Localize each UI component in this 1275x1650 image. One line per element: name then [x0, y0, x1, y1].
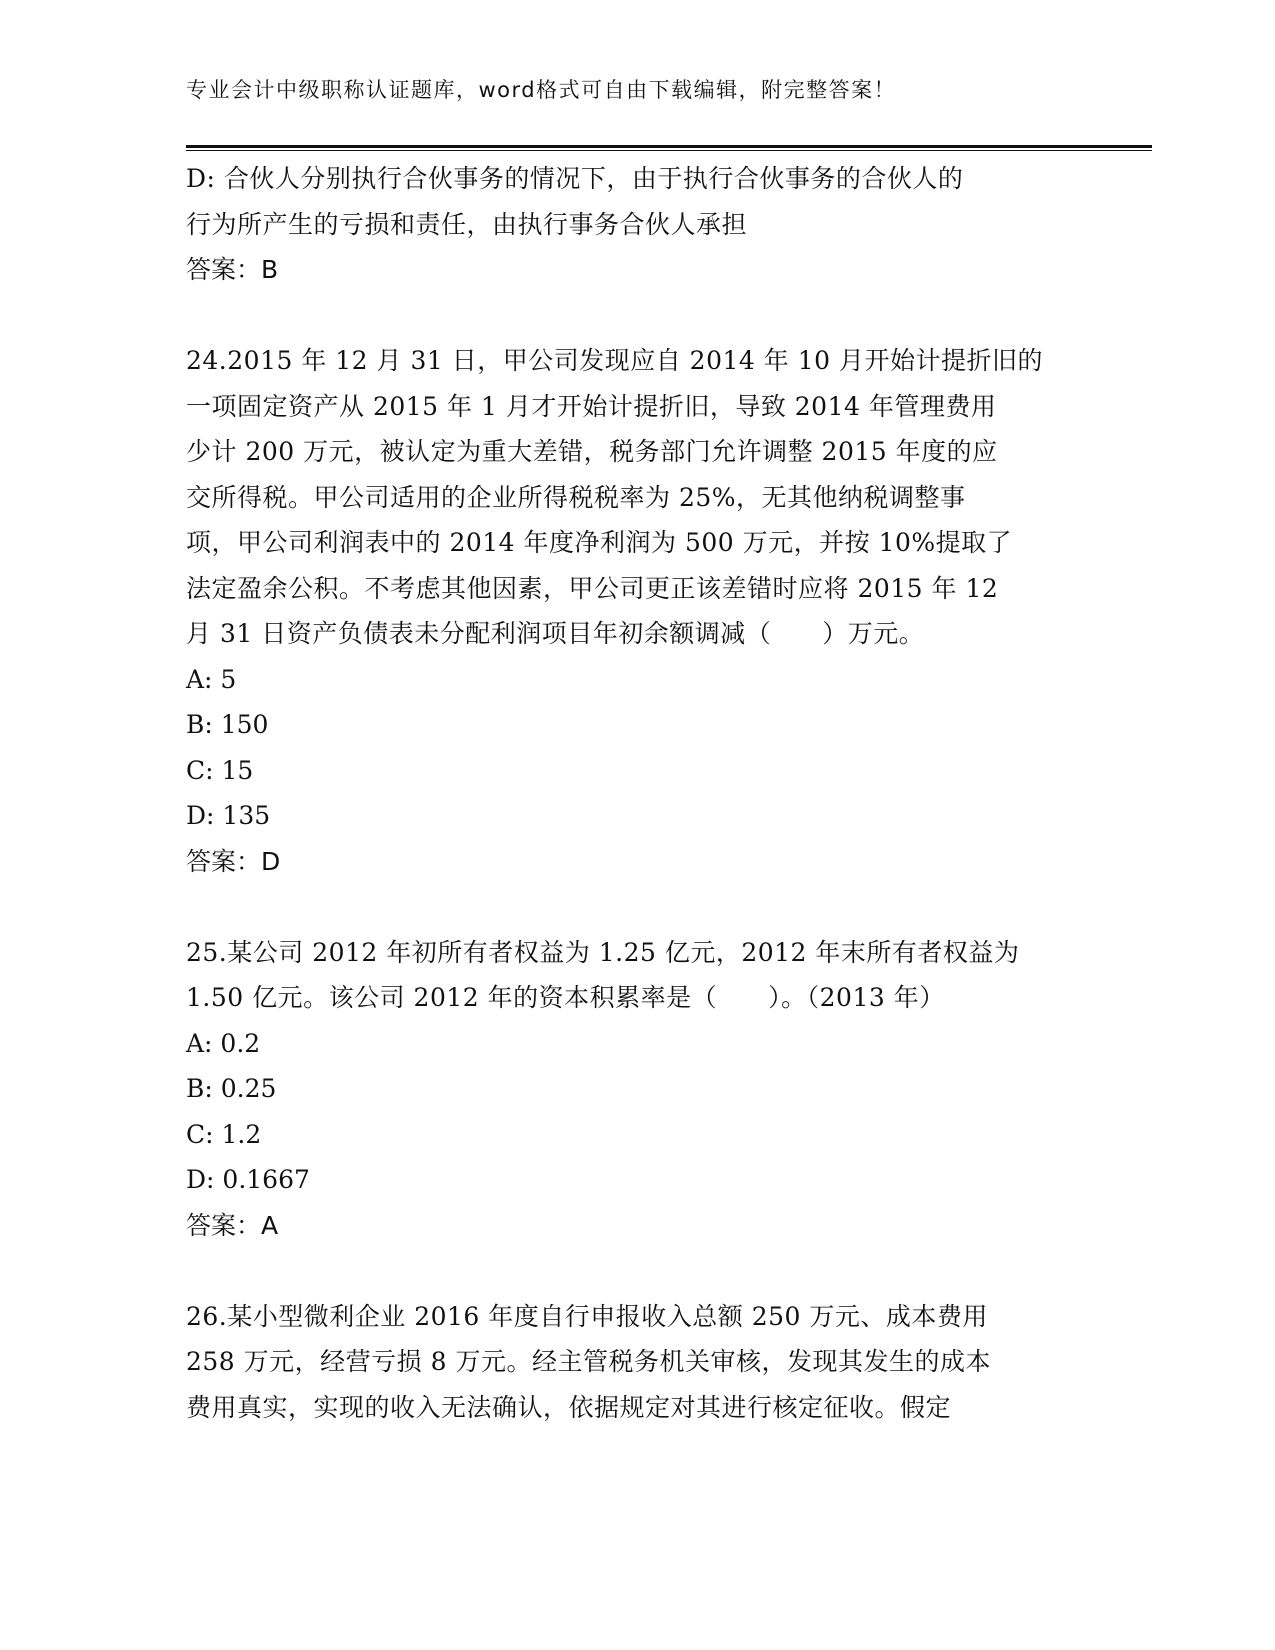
document-body [186, 156, 1086, 1430]
option-d: D: 0.1667 [186, 1165, 310, 1194]
text-line: 法定盈余公积。不考虑其他因素，甲公司更正该差错时应将 2015 年 12 [186, 573, 999, 603]
option-c: C: 1.2 [186, 1119, 262, 1149]
text-line: 1.50 亿元。该公司 2012 年的资本积累率是（ ）。（2013 年） [186, 983, 945, 1012]
answer-line: 答案：A [186, 1210, 279, 1240]
text-line: 项，甲公司利润表中的 2014 年度净利润为 500 万元，并按 10%提取了 [186, 528, 1013, 557]
text-line: 少计 200 万元，被认定为重大差错，税务部门允许调整 2015 年度的应 [186, 437, 998, 466]
text-line: 行为所产生的亏损和责任，由执行事务合伙人承担 [186, 209, 748, 239]
text-line: 交所得税。甲公司适用的企业所得税税率为 25%，无其他纳税调整事 [186, 482, 966, 512]
question-26-stem [186, 1294, 1086, 1431]
spacer [186, 1248, 1086, 1294]
question-24-stem [186, 338, 1086, 657]
text-line: 25.某公司 2012 年初所有者权益为 1.25 亿元，2012 年末所有者权益为 [186, 937, 1020, 967]
spacer [186, 293, 1086, 339]
text-line: 26.某小型微利企业 2016 年度自行申报收入总额 250 万元、成本费用 [186, 1301, 988, 1331]
text-line: 月 31 日资产负债表未分配利润项目年初余额调减（ ）万元。 [186, 619, 925, 648]
option-b: B: 150 [186, 710, 269, 739]
option-a: A: 0.2 [186, 1028, 261, 1058]
answer-line: 答案：D [186, 846, 281, 876]
option-d: D: 135 [186, 801, 271, 830]
prev-question-option-d [186, 156, 1086, 247]
option-b: B: 0.25 [186, 1074, 277, 1103]
text-line: 一项固定资产从 2015 年 1 月才开始计提折旧，导致 2014 年管理费用 [186, 391, 997, 421]
header-rule-thick [186, 145, 1152, 148]
text-line: 费用真实，实现的收入无法确认，依据规定对其进行核定征收。假定 [186, 1392, 952, 1422]
text-line: 258 万元，经营亏损 8 万元。经主管税务机关审核，发现其发生的成本 [186, 1347, 991, 1376]
option-c: C: 15 [186, 755, 254, 785]
text-line: 24.2015 年 12 月 31 日，甲公司发现应自 2014 年 10 月开始计提折旧的 [186, 346, 1043, 375]
question-25-stem [186, 930, 1086, 1021]
text-line: D: 合伙人分别执行合伙事务的情况下，由于执行合伙事务的合伙人的 [186, 164, 964, 193]
page-header: 专业会计中级职称认证题库，word格式可自由下载编辑，附完整答案！ [186, 78, 897, 102]
header-rule-thin [186, 150, 1152, 151]
answer-line: 答案：B [186, 255, 279, 284]
spacer [186, 884, 1086, 930]
option-a: A: 5 [186, 664, 237, 694]
